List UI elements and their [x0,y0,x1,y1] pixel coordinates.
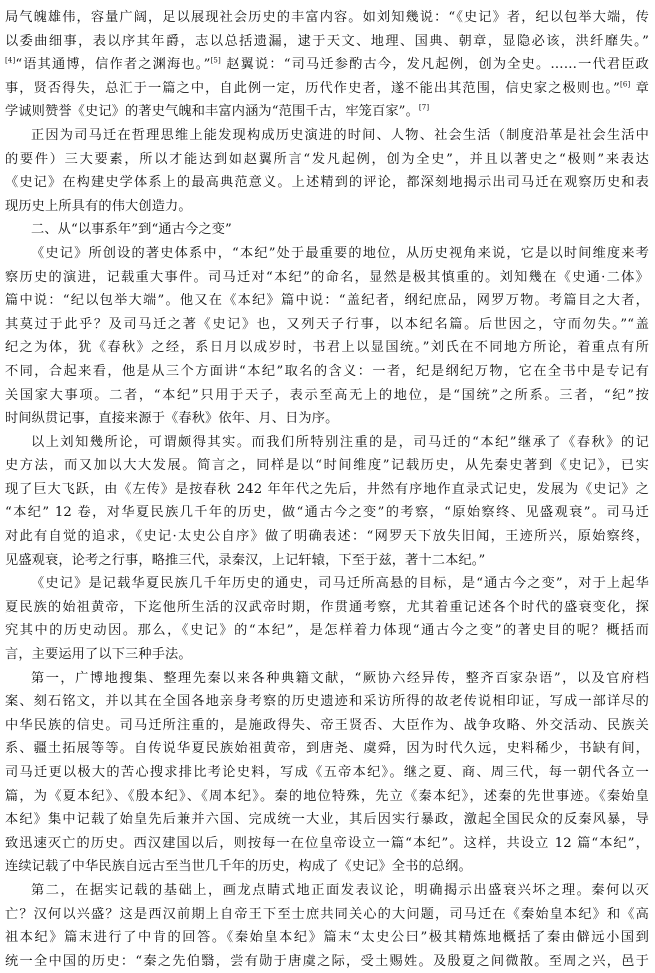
text-line: 第一，广博地搜集、整理先秦以来各种典籍文献，“厥协六经异传，整齐百家杂语”，以及官府档 [31,670,649,686]
text-line: 第二，在据实记载的基础上，画龙点睛式地正面发表议论，明确揭示出盛衰兴坏之理。秦何以灭 [31,882,649,898]
text-line: [4]“语其通博，信作者之渊海也。”[5] 赵翼说：“司马迁参酌古今，发凡起例，创为全史。……一代君臣政 [5,56,649,73]
text-line: 正因为司马迁在哲理思维上能发现构成历史演进的时间、人物、社会生活（制度沿革是社会生活中 [31,127,649,143]
text-line: 以委曲细事，表以序其年爵，志以总括遗漏，逮于天文、地理、国典、朝章，显隐必该，洪纤靡失。” [5,33,649,49]
text-line: 篇，为《夏本纪》、《殷本纪》、《周本纪》。秦的地位特殊，先立《秦本纪》，述秦的先世事迹。《秦始皇 [5,788,649,804]
text-line: 二、从“以事系年”到“通古今之变” [31,222,232,238]
text-line: 案、刻石铭文，并以其在全国各地亲身考察的历史遗迹和采访所得的故老传说相印证，写成一部详尽的 [5,694,649,710]
text-line: 现历史上所具有的伟大创造力。 [5,198,192,214]
text-line: 关国家大事项。二者，“本纪”只用于天子，表示至高无上的地位，是“国统”之所系。三者，“纪”按 [5,387,649,403]
text-line: 《史记》所创设的著史体系中，“本纪”处于最重要的地位，从历史视角来说，它是以时间维度来考 [31,245,649,261]
text-line: 不同，合起来看，他是从三个方面讲“本纪”取名的含义：一者，纪是纲纪万物，它在全书中是专记有 [5,363,649,379]
text-line: 言，主要运用了以下三种手法。 [5,647,192,663]
text-line: 亡？汉何以兴盛？这是西汉前期上自帝王下至士庶共同关心的大问题，司马迁在《秦始皇本纪》和《高 [5,906,649,922]
text-line: 中华民族的信史。司马迁所注重的，是施政得失、帝王贤否、大臣作为、战争攻略、外交活动、民族关 [5,717,649,733]
text-line: 现了巨大飞跃，由《左传》是按春秋 242 年年代之先后，井然有序地作直录式记史，发展为《史记》之 [5,481,649,497]
text-line: 致迅速灭亡的历史。西汉建国以后，则按每一在位皇帝设立一篇“本纪”。这样，共设立 12 篇“本纪”， [5,835,649,851]
text-line: 本纪》集中记载了始皇先后兼并六国、完成统一大业，其后因实行暴政，激起全国民众的反秦风暴，导 [5,812,649,828]
text-line: “本纪” 12 卷，对华夏民族几千年的历史，做“通古今之变”的考察，“原始察终、见盛观衰”。司马迁 [5,505,649,521]
text-line: 的要件）三大要素，所以才能达到如赵翼所言“发凡起例，创为全史”，并且以著史之“极则”来表达 [5,151,649,167]
text-line: 篇中说：“纪以包举大端”。他又在《本纪》篇中说：“盖纪者，纲纪庶品，网罗万物。考篇目之大者， [5,293,649,309]
text-line: 史方法，而又加以大大发展。简言之，同样是以“时间维度”记载历史，从先秦史著到《史记》，已实 [5,458,649,474]
text-line: 纪之为体，犹《春秋》之经，系日月以成岁时，书君上以显国统。”刘氏在不同地方所论，着重点有所 [5,340,649,356]
footnote-marker: [4] [5,56,16,65]
text-line: 司马迁更以极大的苦心搜求排比考论史料，写成《五帝本纪》。继之夏、商、周三代，每一朝代各立一 [5,765,649,780]
text-line: 《史记》在构建史学体系上的最高典范意义。上述精到的评论，都深刻地揭示出司马迁在观察历史和表 [5,175,649,191]
text-line: 察历史的演进，记载重大事件。司马迁对“本纪”的命名，显然是极其慎重的。刘知幾在《史通·二体》 [5,269,649,285]
footnote-marker: [6] [619,80,631,89]
text-line: 局气魄雄伟，容量广阔，足以展现社会历史的丰富内容。如刘知幾说：“《史记》者，纪以包举大端，传 [5,10,649,25]
text-line: 见盛观衰，论考之行事，略推三代，录秦汉，上记轩辕，下至于兹，著十二本纪。” [5,552,486,568]
text-line: 夏民族的始祖黄帝，下迄他所生活的汉武帝时期，作贯通考察，尤其着重记述各个时代的盛衰变化，探 [5,599,649,615]
text-line: 对此有自觉的追求，《史记·太史公自序》做了明确表述：“网罗天下放失旧闻，王迹所兴，原始察终， [5,529,649,545]
text-line: 究其中的历史动因。那么，《史记》的“本纪”，是怎样着力体现“通古今之变”的著史目的呢？概括而 [5,623,649,639]
text-line: 《史记》是记载华夏民族几千年历史的通史，司马迁所高悬的目标，是“通古今之变”，对于上起华 [31,576,649,592]
text-line: 其莫过于此乎？及司马迁之著《史记》也，又列天子行事，以本纪名篇。后世因之，守而勿失。”“盖 [5,316,649,332]
text-line: 统一全中国的历史：“秦之先伯翳，尝有勋于唐虞之际，受土赐姓。及殷夏之间微散。至周之兴，邑于 [5,953,649,969]
text-line: 系、疆土拓展等等。自传说华夏民族始祖黄帝，到唐尧、虞舜，因为时代久远，史料稀少，书缺有间， [5,741,649,757]
footnote-marker: [7] [418,103,430,112]
footnote-marker: [5] [210,56,221,65]
text-line: 事，贤否得失，总汇于一篇之中，自此例一定，历代作史者，遂不能出其范围，信史家之极则也。”[6] 章 [5,80,649,96]
text-line: 祖本纪》篇末进行了中肯的回答。《秦始皇本纪》篇末“太史公曰”极其精炼地概括了秦由僻远小国到 [5,930,649,946]
text-line: 学诚则赞誉《史记》的著史气魄和丰富内涵为“范围千古，牢笼百家”。[7] [5,103,430,120]
text-line: 时间纵贯记事，直接来源于《春秋》依年、月、日为序。 [5,411,339,427]
text-line: 以上刘知幾所论，可谓颇得其实。而我们所特别注重的是，司马迁的“本纪”继承了《春秋》的记 [31,434,649,450]
text-line: 连续记载了中华民族自远古至当世几千年的历史，构成了《史记》全书的总纲。 [5,859,472,875]
